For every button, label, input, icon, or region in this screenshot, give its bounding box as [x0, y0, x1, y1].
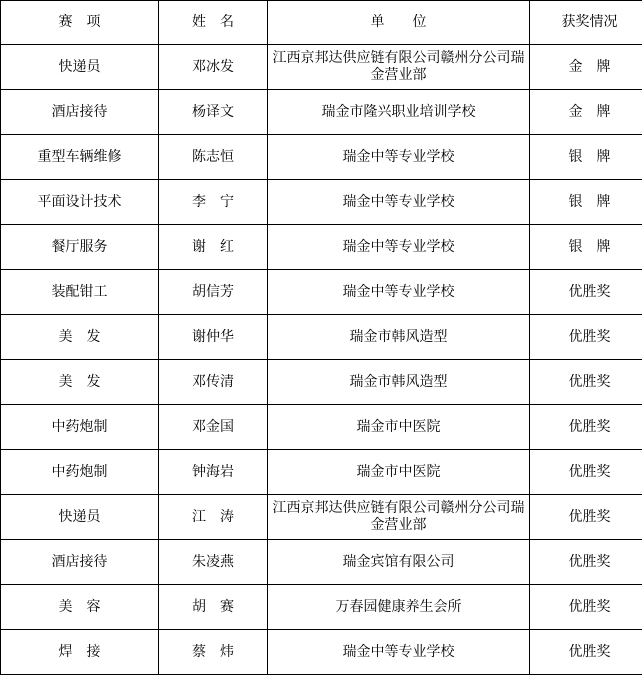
unit-cell: 瑞金中等专业学校	[268, 135, 530, 180]
unit-cell: 瑞金中等专业学校	[268, 630, 530, 675]
name-cell: 钟海岩	[159, 450, 268, 495]
event-cell: 焊 接	[1, 630, 159, 675]
award-cell: 银 牌	[530, 135, 642, 180]
award-cell: 优胜奖	[530, 540, 642, 585]
award-cell: 优胜奖	[530, 630, 642, 675]
name-cell: 蔡 炜	[159, 630, 268, 675]
event-cell: 美 发	[1, 315, 159, 360]
event-cell: 酒店接待	[1, 540, 159, 585]
event-cell: 中药炮制	[1, 405, 159, 450]
event-cell: 装配钳工	[1, 270, 159, 315]
unit-cell: 万春园健康养生会所	[268, 585, 530, 630]
table-row	[1, 270, 642, 315]
award-cell: 银 牌	[530, 180, 642, 225]
table-row	[1, 45, 642, 90]
name-cell: 李 宁	[159, 180, 268, 225]
award-cell: 优胜奖	[530, 360, 642, 405]
name-cell: 胡信芳	[159, 270, 268, 315]
table-row	[1, 540, 642, 585]
award-cell: 优胜奖	[530, 405, 642, 450]
award-cell: 金 牌	[530, 45, 642, 90]
unit-cell: 瑞金中等专业学校	[268, 225, 530, 270]
table-row	[1, 630, 642, 675]
unit-cell: 瑞金中等专业学校	[268, 180, 530, 225]
award-cell: 优胜奖	[530, 315, 642, 360]
award-cell: 优胜奖	[530, 450, 642, 495]
unit-cell: 瑞金市中医院	[268, 450, 530, 495]
unit-cell: 瑞金市韩风造型	[268, 315, 530, 360]
table-row	[1, 450, 642, 495]
table-row	[1, 135, 642, 180]
name-cell: 胡 赛	[159, 585, 268, 630]
event-cell: 美 容	[1, 585, 159, 630]
table-row	[1, 90, 642, 135]
name-cell: 杨译文	[159, 90, 268, 135]
event-cell: 美 发	[1, 360, 159, 405]
award-cell: 银 牌	[530, 225, 642, 270]
unit-cell: 江西京邦达供应链有限公司赣州分公司瑞金营业部	[268, 45, 530, 90]
unit-cell: 江西京邦达供应链有限公司赣州分公司瑞金营业部	[268, 495, 530, 540]
header-name: 姓 名	[159, 1, 268, 45]
unit-cell: 瑞金市韩风造型	[268, 360, 530, 405]
award-cell: 金 牌	[530, 90, 642, 135]
event-cell: 中药炮制	[1, 450, 159, 495]
table-row	[1, 405, 642, 450]
event-cell: 快递员	[1, 45, 159, 90]
header-event: 赛 项	[1, 1, 159, 45]
event-cell: 餐厅服务	[1, 225, 159, 270]
event-cell: 平面设计技术	[1, 180, 159, 225]
table-row	[1, 315, 642, 360]
unit-cell: 瑞金市中医院	[268, 405, 530, 450]
event-cell: 酒店接待	[1, 90, 159, 135]
table-row	[1, 360, 642, 405]
table-header-row	[1, 1, 642, 45]
name-cell: 邓传清	[159, 360, 268, 405]
event-cell: 快递员	[1, 495, 159, 540]
table-row	[1, 225, 642, 270]
name-cell: 谢仲华	[159, 315, 268, 360]
unit-cell: 瑞金宾馆有限公司	[268, 540, 530, 585]
header-award: 获奖情况	[530, 1, 642, 45]
award-cell: 优胜奖	[530, 585, 642, 630]
event-cell: 重型车辆维修	[1, 135, 159, 180]
name-cell: 朱凌燕	[159, 540, 268, 585]
name-cell: 江 涛	[159, 495, 268, 540]
table-row	[1, 180, 642, 225]
unit-cell: 瑞金中等专业学校	[268, 270, 530, 315]
header-unit: 单 位	[268, 1, 530, 45]
name-cell: 陈志恒	[159, 135, 268, 180]
table-row	[1, 495, 642, 540]
award-cell: 优胜奖	[530, 270, 642, 315]
table-row	[1, 585, 642, 630]
name-cell: 谢 红	[159, 225, 268, 270]
name-cell: 邓金国	[159, 405, 268, 450]
name-cell: 邓冰发	[159, 45, 268, 90]
award-cell: 优胜奖	[530, 495, 642, 540]
unit-cell: 瑞金市隆兴职业培训学校	[268, 90, 530, 135]
